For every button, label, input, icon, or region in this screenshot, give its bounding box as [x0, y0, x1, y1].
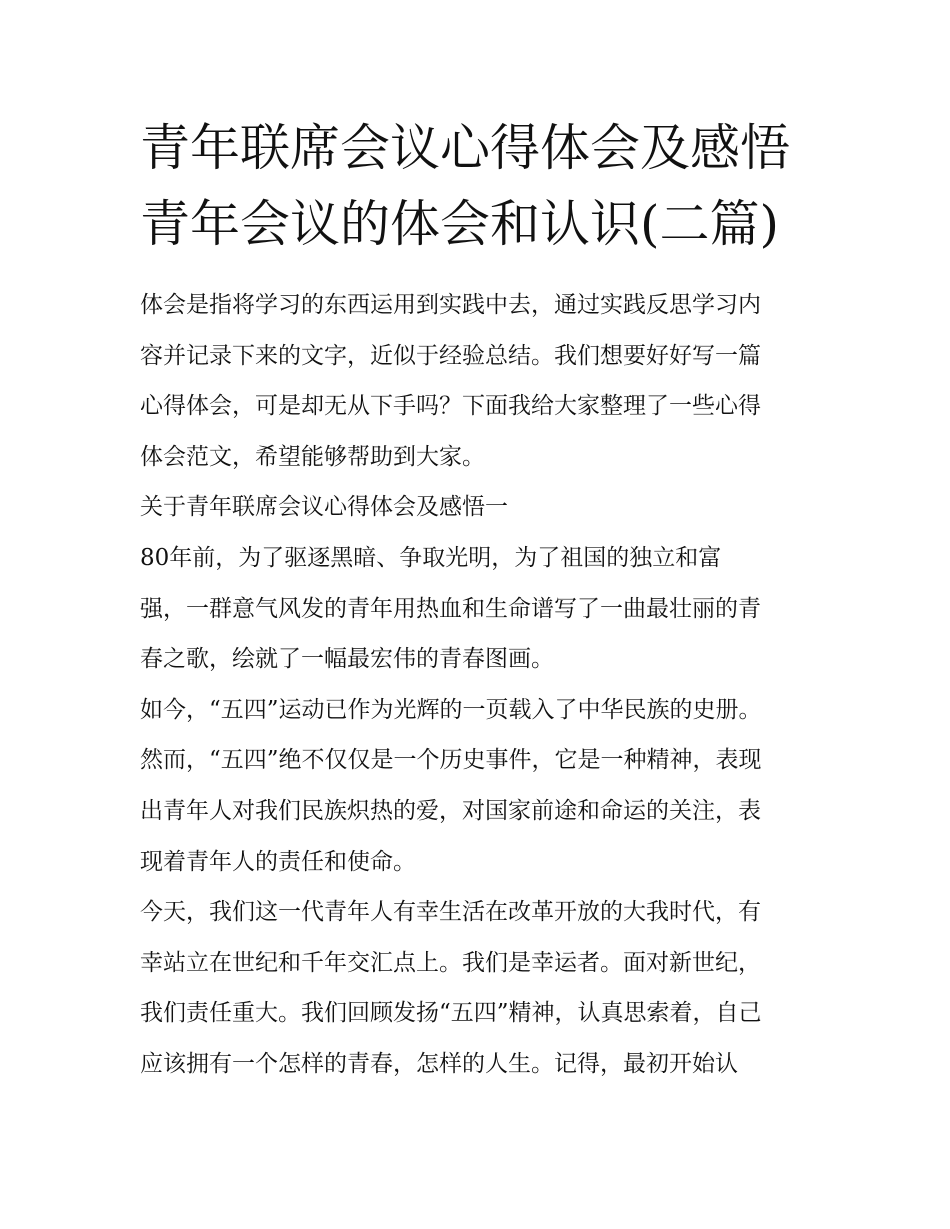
title-line-2: 青年会议的体会和认识(二篇): [140, 195, 780, 253]
document-body: [140, 280, 820, 1090]
body-line: 应该拥有一个怎样的青春，怎样的人生。记得，最初开始认: [140, 1050, 738, 1077]
body-line: 80年前，为了驱逐黑暗、争取光明，为了祖国的独立和富: [140, 544, 722, 571]
body-line: 心得体会，可是却无从下手吗？下面我给大家整理了一些心得: [140, 393, 761, 420]
body-line: 今天，我们这一代青年人有幸生活在改革开放的大我时代，有: [140, 899, 761, 926]
body-line: 容并记录下来的文字，近似于经验总结。我们想要好好写一篇: [140, 342, 761, 369]
document-title: [140, 110, 820, 262]
body-line: 现着青年人的责任和使命。: [140, 848, 416, 875]
body-line: 出青年人对我们民族炽热的爱，对国家前途和命运的关注，表: [140, 797, 761, 824]
body-line: 强，一群意气风发的青年用热血和生命谱写了一曲最壮丽的青: [140, 595, 761, 622]
body-line: 体会是指将学习的东西运用到实践中去，通过实践反思学习内: [140, 292, 761, 318]
title-line-1: 青年联席会议心得体会及感悟: [140, 119, 790, 177]
section-heading: 关于青年联席会议心得体会及感悟一: [140, 494, 508, 521]
body-line: 体会范文，希望能够帮助到大家。: [140, 443, 485, 470]
body-line: 春之歌，绘就了一幅最宏伟的青春图画。: [140, 646, 554, 673]
body-line: 幸站立在世纪和千年交汇点上。我们是幸运者。面对新世纪，: [140, 949, 761, 976]
body-line: 我们责任重大。我们回顾发扬“五四”精神，认真思索着，自己: [140, 1000, 762, 1027]
body-line: 然而，“五四”绝不仅仅是一个历史事件，它是一种精神，表现: [140, 747, 762, 774]
body-line: 如今，“五四”运动已作为光辉的一页载入了中华民族的史册。: [140, 696, 762, 723]
